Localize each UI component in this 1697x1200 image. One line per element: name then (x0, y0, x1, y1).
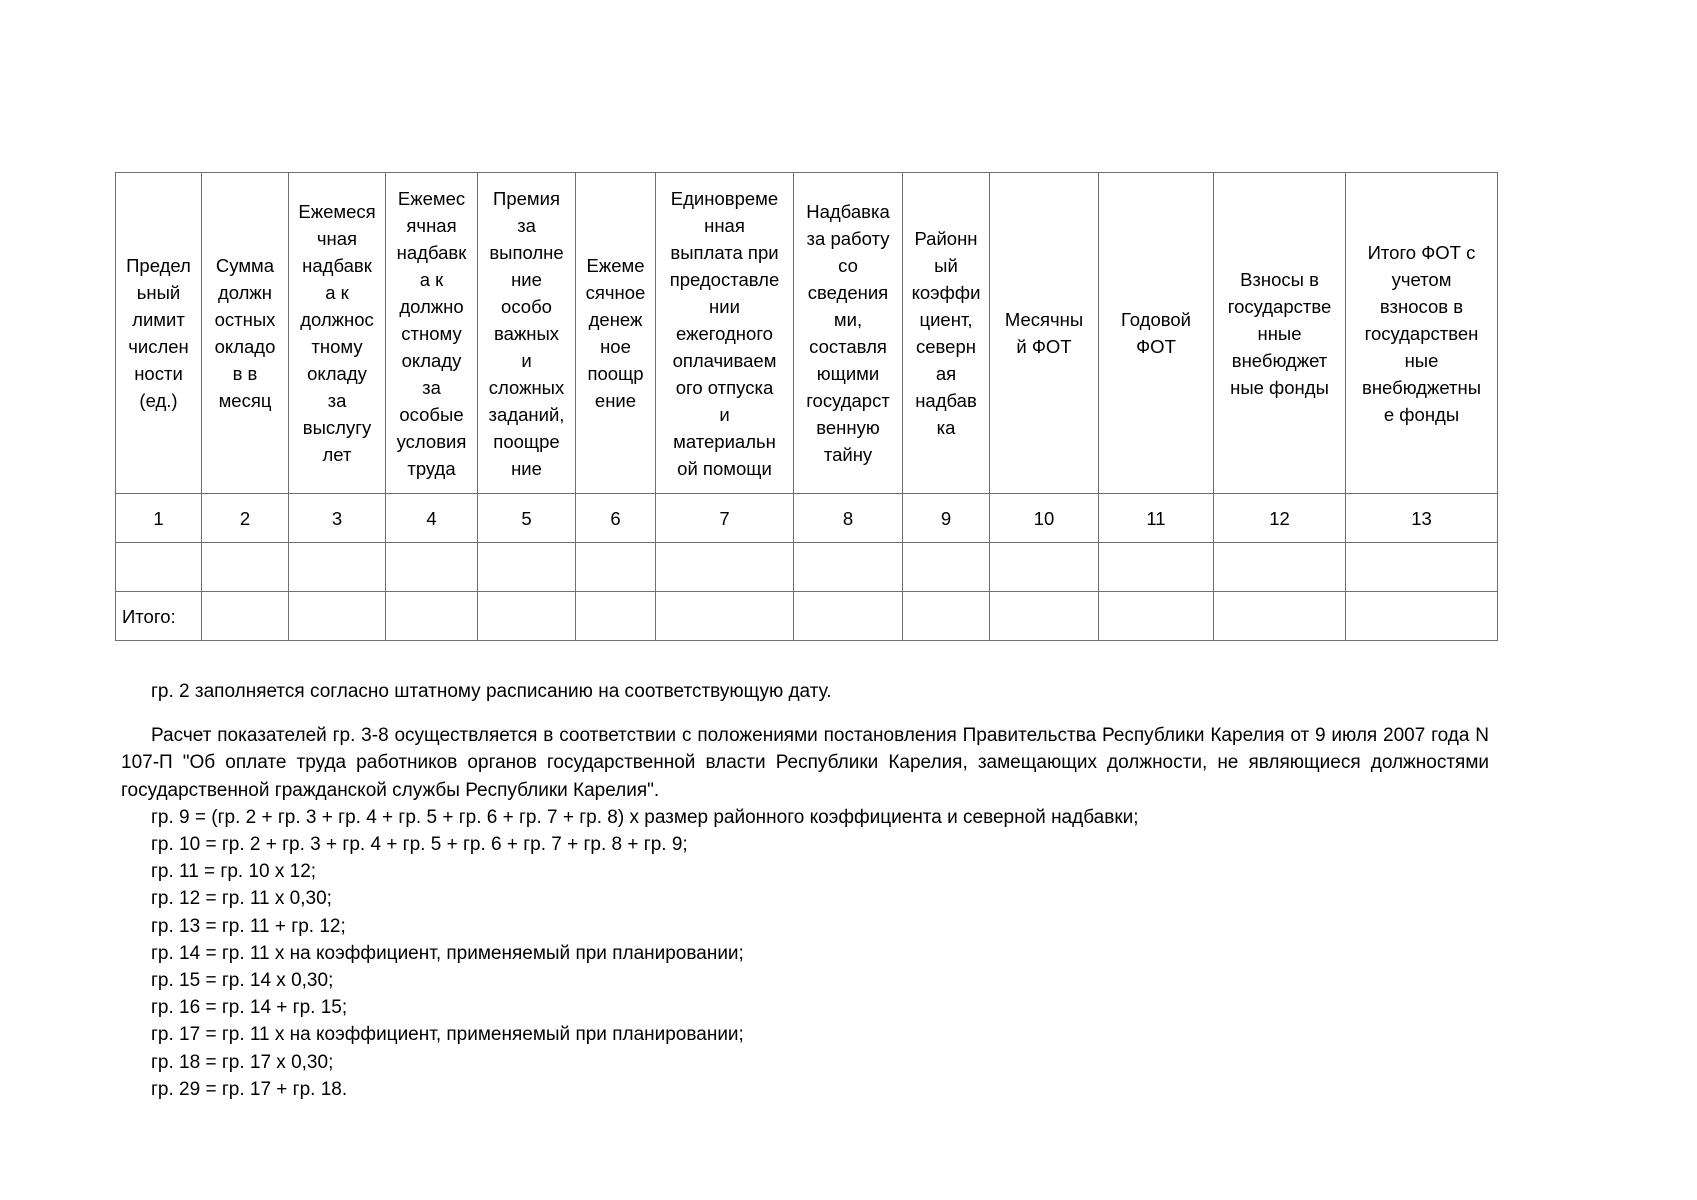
column-number-cell: 7 (656, 494, 794, 543)
empty-cell (576, 543, 656, 592)
empty-cell (202, 592, 289, 641)
empty-cell (1346, 543, 1498, 592)
formula-line: гр. 9 = (гр. 2 + гр. 3 + гр. 4 + гр. 5 + гр. 6 + гр. 7 + гр. 8) x размер районного коэффициента и северной надбавки; (151, 806, 1139, 828)
table-header-row (116, 173, 1498, 494)
header-cell: Надбавка за работу со сведения ми, составля ющими государст венную тайну (794, 173, 903, 494)
empty-cell (990, 543, 1099, 592)
notes-section (121, 678, 1489, 1103)
header-cell: Взносы в государстве нные внебюджет ные фонды (1214, 173, 1346, 494)
empty-data-row (116, 543, 1498, 592)
column-number-cell: 4 (386, 494, 478, 543)
note-paragraph: Расчет показателей гр. 3-8 осуществляется в соответствии с положениями постановления Правительства Республики Карелия от 9 июля 2007 года N 107-П "Об оплате труда работников органов государственной власти Республики Карелия, замещающих должности, не являющиеся должностями государственной гражданской службы Республики Карелия". (121, 725, 1489, 801)
formula-line: гр. 13 = гр. 11 + гр. 12; (151, 915, 346, 937)
column-number-cell: 8 (794, 494, 903, 543)
formula-line: гр. 14 = гр. 11 x на коэффициент, применяемый при планировании; (151, 942, 744, 964)
column-number-cell: 10 (990, 494, 1099, 543)
empty-cell (656, 592, 794, 641)
column-number-cell: 2 (202, 494, 289, 543)
header-cell: Итого ФОТ с учетом взносов в государствен ные внебюджетны е фонды (1346, 173, 1498, 494)
header-cell: Ежемес ячная надбавк а к должно стному окладу за особые условия труда (386, 173, 478, 494)
header-cell: Премия за выполне ние особо важных и сложных заданий, поощре ние (478, 173, 576, 494)
formula-line: гр. 10 = гр. 2 + гр. 3 + гр. 4 + гр. 5 + гр. 6 + гр. 7 + гр. 8 + гр. 9; (151, 834, 688, 856)
total-label: Итого: (116, 592, 202, 641)
formula-line: гр. 11 = гр. 10 x 12; (151, 861, 317, 883)
column-number-row (116, 494, 1498, 543)
column-number-cell: 5 (478, 494, 576, 543)
total-row (116, 592, 1498, 641)
fot-table (115, 172, 1498, 641)
empty-cell (990, 592, 1099, 641)
formula-line: гр. 16 = гр. 14 + гр. 15; (151, 997, 348, 1019)
column-number-cell: 9 (903, 494, 990, 543)
formula-line: гр. 17 = гр. 11 x на коэффициент, применяемый при планировании; (151, 1024, 744, 1046)
header-cell: Сумма должн остных окладо в в месяц (202, 173, 289, 494)
column-number-cell: 12 (1214, 494, 1346, 543)
column-number-cell: 13 (1346, 494, 1498, 543)
header-cell: Годовой ФОТ (1099, 173, 1214, 494)
empty-cell (1214, 543, 1346, 592)
note-paragraph: гр. 2 заполняется согласно штатному расписанию на соответствующую дату. (151, 681, 832, 702)
empty-cell (1214, 592, 1346, 641)
column-number-cell: 1 (116, 494, 202, 543)
empty-cell (903, 592, 990, 641)
empty-cell (903, 543, 990, 592)
formula-line: гр. 18 = гр. 17 x 0,30; (151, 1051, 334, 1073)
header-cell: Ежемеся чная надбавк а к должнос тному окладу за выслугу лет (289, 173, 386, 494)
empty-cell (656, 543, 794, 592)
empty-cell (1346, 592, 1498, 641)
header-cell: Ежеме сячное денеж ное поощр ение (576, 173, 656, 494)
empty-cell (202, 543, 289, 592)
header-cell: Единовреме нная выплата при предоставле нии ежегодного оплачиваем ого отпуска и материальн ой помощи (656, 173, 794, 494)
empty-cell (116, 543, 202, 592)
empty-cell (576, 592, 656, 641)
header-cell: Предел ьный лимит числен ности (ед.) (116, 173, 202, 494)
empty-cell (478, 592, 576, 641)
empty-cell (478, 543, 576, 592)
empty-cell (794, 543, 903, 592)
empty-cell (794, 592, 903, 641)
empty-cell (289, 543, 386, 592)
column-number-cell: 3 (289, 494, 386, 543)
header-cell: Месячны й ФОТ (990, 173, 1099, 494)
column-number-cell: 11 (1099, 494, 1214, 543)
column-number-cell: 6 (576, 494, 656, 543)
empty-cell (386, 543, 478, 592)
formula-line: гр. 29 = гр. 17 + гр. 18. (151, 1078, 348, 1100)
header-cell: Районн ый коэффи циент, северн ая надбав ка (903, 173, 990, 494)
empty-cell (1099, 543, 1214, 592)
empty-cell (386, 592, 478, 641)
formula-line: гр. 12 = гр. 11 x 0,30; (151, 888, 332, 910)
formula-line: гр. 15 = гр. 14 x 0,30; (151, 970, 334, 992)
empty-cell (289, 592, 386, 641)
empty-cell (1099, 592, 1214, 641)
